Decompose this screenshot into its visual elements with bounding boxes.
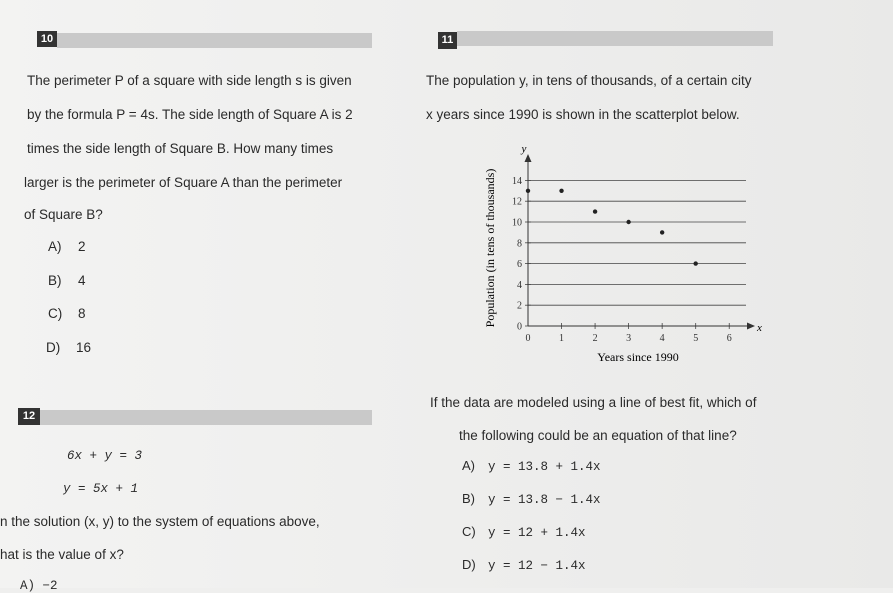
q12-equation-2: y = 5x + 1	[63, 482, 139, 496]
data-point	[593, 209, 597, 213]
data-point	[559, 189, 563, 193]
y-tick-label: 14	[512, 175, 522, 187]
x-axis-arrow	[747, 323, 755, 330]
q10-choice-a[interactable]	[48, 239, 86, 254]
q10-choice-d-letter: D)	[46, 340, 61, 355]
q11-choice-c-letter: C)	[462, 524, 476, 539]
q11-choice-b-letter: B)	[462, 491, 475, 506]
y-axis-label: Population (in tens of thousands)	[483, 168, 497, 328]
q11-choice-c[interactable]	[462, 524, 586, 540]
x-tick-labels	[526, 333, 732, 344]
q10-line-5: of Square B?	[24, 207, 103, 222]
y-tick-label: 6	[517, 259, 522, 271]
y-tick-label: 2	[517, 300, 522, 312]
q10-choice-b-letter: B)	[48, 273, 62, 288]
q10-choice-d-text: 16	[76, 340, 92, 355]
q12-choice-a-partial[interactable]: A) −2	[20, 579, 58, 593]
q12-equation-1: 6x + y = 3	[67, 449, 143, 463]
x-tick-label: 2	[592, 333, 598, 344]
q10-line-2: by the formula P = 4s. The side length of Square A is 2	[27, 107, 353, 122]
x-tick-label: 3	[626, 333, 632, 344]
q10-choice-c[interactable]	[48, 306, 86, 321]
x-tick-label: 5	[693, 333, 699, 344]
y-tick-label: 10	[512, 217, 522, 229]
scatterplot	[480, 140, 780, 370]
q12-line-2: hat is the value of x?	[0, 547, 124, 562]
q11-choice-c-text: y = 12 + 1.4x	[488, 526, 586, 540]
question-10-number: 10	[37, 31, 57, 47]
q10-choice-a-text: 2	[78, 239, 86, 254]
question-11-header-bar	[457, 31, 773, 46]
x-axis-label: Years since 1990	[597, 350, 679, 364]
q11-choice-a[interactable]	[462, 458, 601, 474]
q10-line-1: The perimeter P of a square with side length s is given	[27, 73, 352, 88]
y-tick-label: 8	[517, 238, 522, 250]
data-point	[626, 220, 630, 224]
q10-line-4: larger is the perimeter of Square A than the perimeter	[24, 175, 343, 190]
question-12-header-bar	[40, 410, 372, 425]
y-tick-label: 0	[517, 321, 522, 333]
x-tick-label: 6	[726, 333, 732, 344]
q10-choice-b[interactable]	[48, 273, 86, 288]
question-12-number: 12	[18, 408, 40, 425]
q10-choice-c-text: 8	[78, 306, 86, 321]
q10-choice-a-letter: A)	[48, 239, 62, 254]
q10-choice-c-letter: C)	[48, 306, 63, 321]
q11-line-2: x years since 1990 is shown in the scatterplot below.	[426, 107, 740, 122]
gridlines	[528, 180, 746, 305]
question-10-header-bar	[57, 33, 372, 48]
y-axis-arrow	[525, 154, 532, 162]
q11-choice-d-text: y = 12 − 1.4x	[488, 559, 586, 573]
y-axis-letter: y	[521, 143, 527, 155]
q11-choice-a-text: y = 13.8 + 1.4x	[488, 460, 601, 474]
data-point	[693, 261, 697, 265]
q11-choice-a-letter: A)	[462, 458, 475, 473]
q11-question-line-2: the following could be an equation of that line?	[459, 428, 737, 443]
q10-line-3: times the side length of Square B. How many times	[27, 141, 334, 156]
q11-question-line-1: If the data are modeled using a line of best fit, which of	[430, 395, 757, 410]
data-point	[660, 230, 664, 234]
q10-choice-b-text: 4	[78, 273, 86, 288]
x-axis-letter: x	[757, 322, 762, 334]
y-tick-label: 4	[517, 279, 522, 291]
data-point	[526, 189, 530, 193]
x-tick-label: 0	[525, 333, 531, 344]
x-tick-label: 4	[659, 333, 665, 344]
q11-choice-b[interactable]	[462, 491, 601, 507]
q12-line-1: n the solution (x, y) to the system of equations above,	[0, 514, 320, 529]
q11-choice-d-letter: D)	[462, 557, 476, 572]
y-tick-labels	[512, 176, 522, 333]
x-tick-label: 1	[559, 333, 565, 344]
q11-line-1: The population y, in tens of thousands, of a certain city	[426, 73, 752, 88]
question-11-number: 11	[438, 32, 457, 49]
q11-choice-b-text: y = 13.8 − 1.4x	[488, 493, 601, 507]
q10-choice-d[interactable]	[46, 340, 91, 355]
q11-choice-d[interactable]	[462, 557, 586, 573]
data-points	[526, 189, 698, 266]
y-tick-label: 12	[512, 196, 522, 208]
